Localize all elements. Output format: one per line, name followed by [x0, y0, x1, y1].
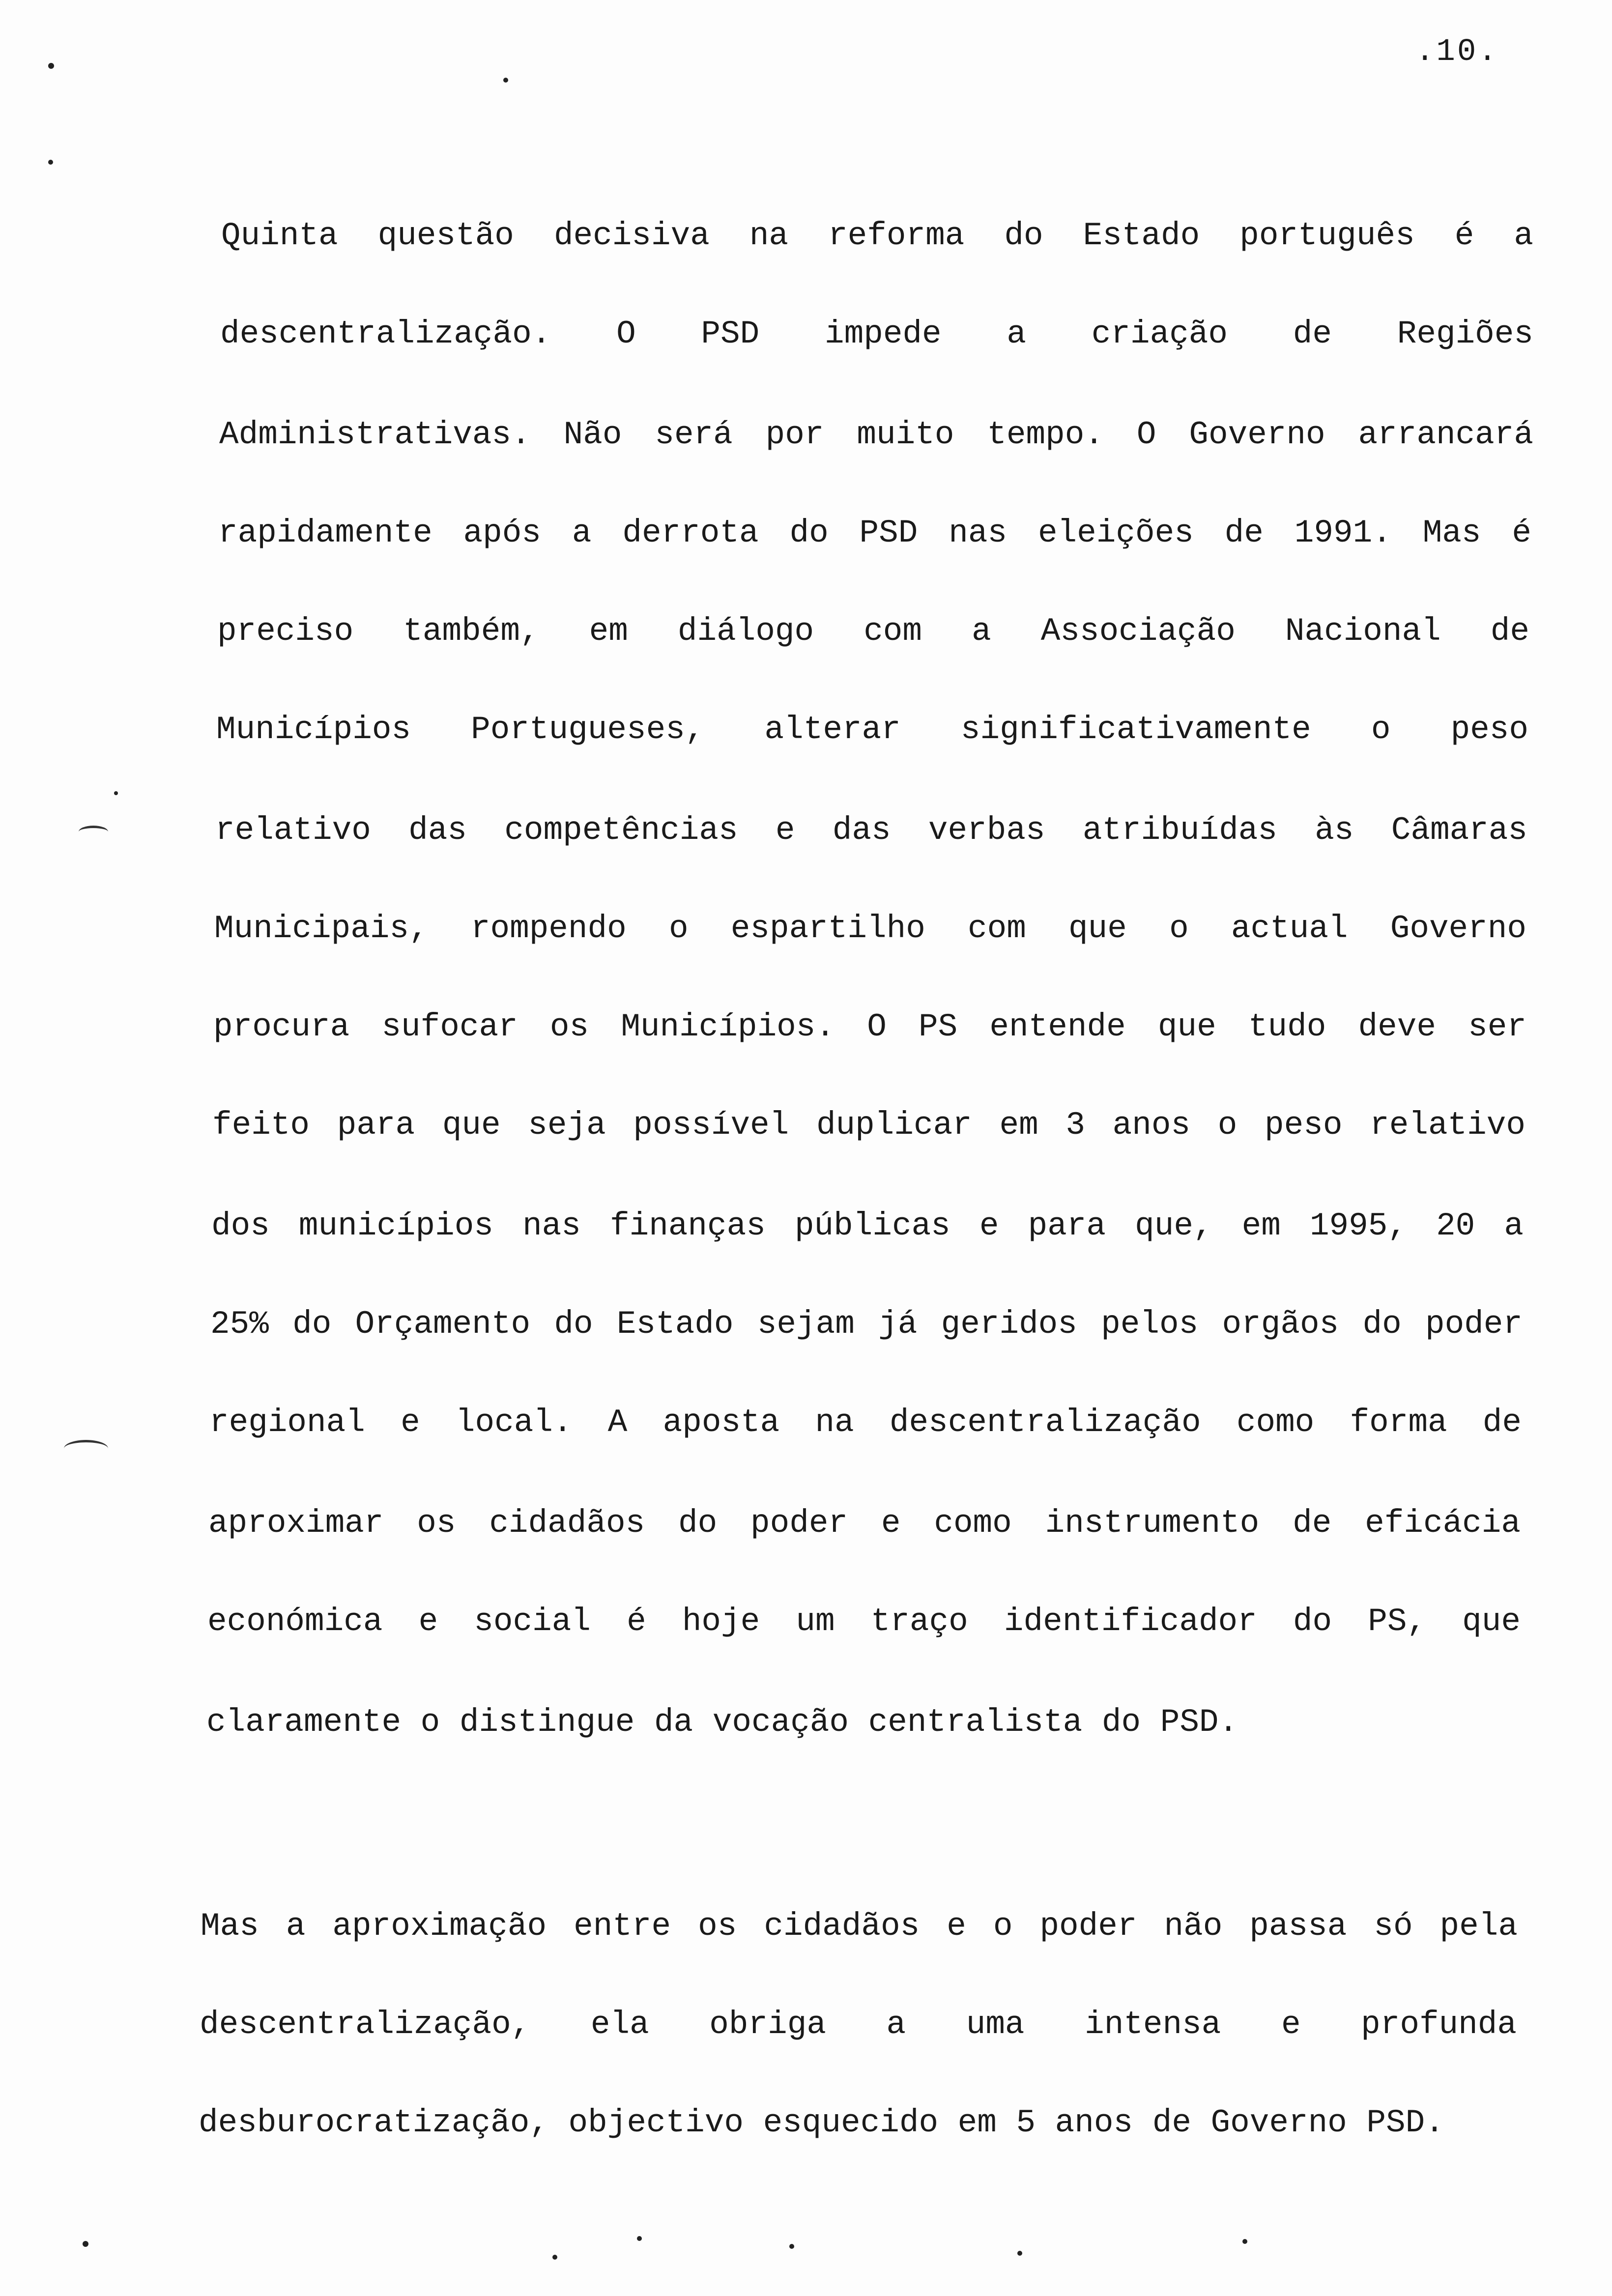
- text-line: claramente o distingue da vocação centralista do PSD.: [206, 1704, 1238, 1741]
- scan-speck: [637, 2236, 642, 2241]
- text-line: dos municípios nas finanças públicas e para que, em 1995, 20 a: [211, 1207, 1524, 1244]
- text-line: regional e local. A aposta na descentralização como forma de: [209, 1404, 1522, 1441]
- scan-speck: [83, 2241, 88, 2247]
- text-line: desburocratização, objectivo esquecido em 5 anos de Governo PSD.: [199, 2104, 1444, 2141]
- scan-speck: [789, 2244, 794, 2249]
- scan-speck: [48, 160, 53, 165]
- text-line: aproximar os cidadãos do poder e como instrumento de eficácia: [208, 1505, 1521, 1542]
- text-line: Municipais, rompendo o espartilho com que o actual Governo: [214, 910, 1526, 947]
- text-line: 25% do Orçamento do Estado sejam já geridos pelos orgãos do poder: [210, 1306, 1523, 1343]
- text-line: rapidamente após a derrota do PSD nas eleições de 1991. Mas é: [218, 515, 1531, 551]
- text-line: económica e social é hoje um traço identificador do PS, que: [207, 1603, 1521, 1640]
- text-line: Administrativas. Não será por muito tempo. O Governo arrancará: [219, 416, 1533, 453]
- scan-speck: [114, 791, 118, 795]
- scan-speck: [48, 63, 54, 69]
- text-line: descentralização. O PSD impede a criação de Regiões: [220, 316, 1533, 352]
- scan-speck: [552, 2255, 557, 2260]
- scan-mark: [79, 826, 108, 838]
- text-line: Quinta questão decisiva na reforma do Estado português é a: [221, 217, 1533, 254]
- text-line: feito para que seja possível duplicar em 3 anos o peso relativo: [212, 1107, 1526, 1144]
- page-number: .10.: [1415, 34, 1499, 70]
- scan-speck: [1242, 2239, 1247, 2244]
- text-line: preciso também, em diálogo com a Associação Nacional de: [217, 613, 1529, 650]
- text-line: relativo das competências e das verbas atribuídas às Câmaras: [215, 812, 1527, 849]
- text-line: descentralização, ela obriga a uma intensa e profunda: [200, 2006, 1517, 2043]
- scan-speck: [503, 78, 508, 83]
- text-line: Municípios Portugueses, alterar significativamente o peso: [216, 711, 1528, 748]
- scan-speck: [1017, 2251, 1022, 2256]
- text-line: Mas a aproximação entre os cidadãos e o poder não passa só pela: [201, 1908, 1518, 1945]
- text-line: procura sufocar os Municípios. O PS entende que tudo deve ser: [213, 1008, 1526, 1045]
- scan-mark: [64, 1440, 108, 1457]
